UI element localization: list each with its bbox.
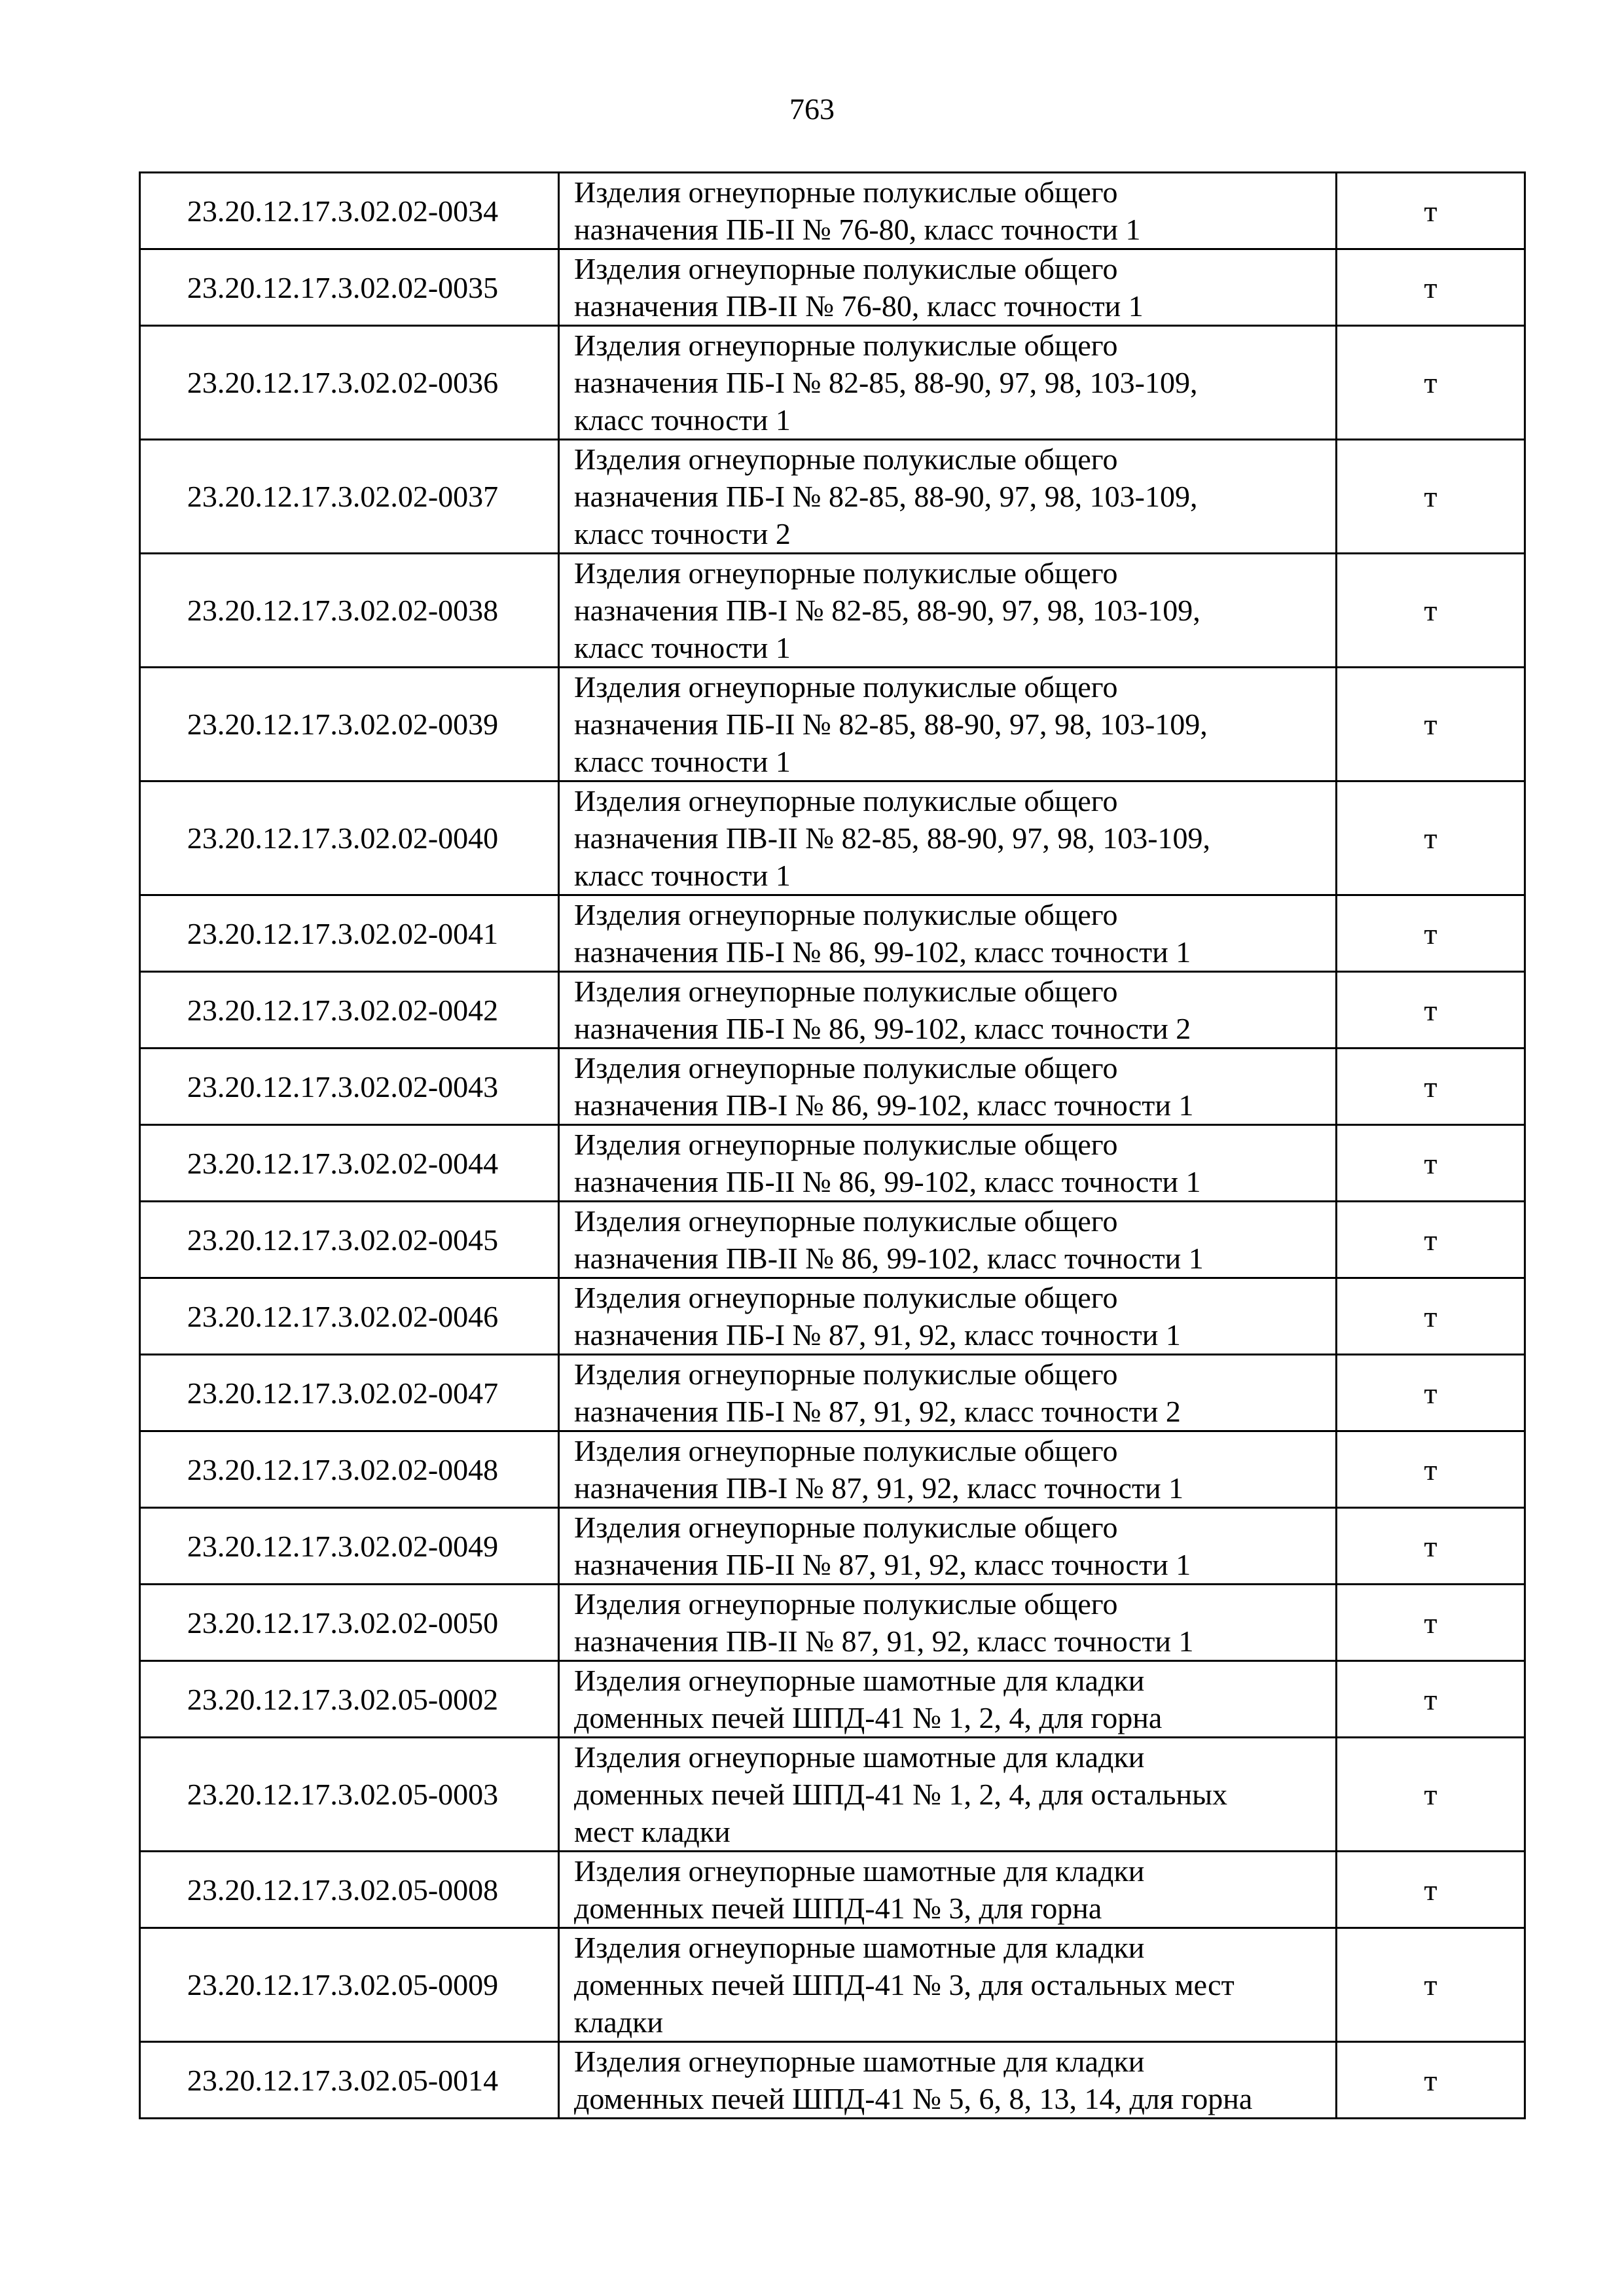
table-row	[140, 1202, 1525, 1278]
description-line: класс точности 1	[574, 859, 791, 892]
description-line: назначения ПБ-II № 82-85, 88-90, 97, 98, 103-109,	[574, 708, 1208, 741]
description-line: класс точности 1	[574, 403, 791, 437]
description-line: Изделия огнеупорные полукислые общего	[574, 329, 1118, 362]
resource-description	[559, 895, 1337, 972]
table-row	[140, 173, 1525, 249]
resource-table	[139, 171, 1526, 2119]
unit-of-measure: т	[1337, 1508, 1525, 1585]
description-line: Изделия огнеупорные полукислые общего	[574, 556, 1118, 590]
resource-code: 23.20.12.17.3.02.02-0046	[140, 1278, 559, 1355]
description-line: доменных печей ШПД-41 № 3, для горна	[574, 1892, 1102, 1925]
table-body	[140, 173, 1525, 2119]
unit-of-measure: т	[1337, 1202, 1525, 1278]
resource-description	[559, 1125, 1337, 1202]
table-row	[140, 1508, 1525, 1585]
unit-of-measure: т	[1337, 1852, 1525, 1928]
resource-code: 23.20.12.17.3.02.05-0002	[140, 1661, 559, 1738]
resource-code: 23.20.12.17.3.02.02-0035	[140, 249, 559, 326]
description-line: назначения ПБ-I № 82-85, 88-90, 97, 98, 103-109,	[574, 366, 1198, 399]
description-line: назначения ПБ-I № 87, 91, 92, класс точности 1	[574, 1318, 1181, 1352]
resource-description	[559, 1852, 1337, 1928]
table-row	[140, 1278, 1525, 1355]
unit-of-measure: т	[1337, 1049, 1525, 1125]
description-line: Изделия огнеупорные полукислые общего	[574, 898, 1118, 931]
description-line: назначения ПВ-II № 87, 91, 92, класс точности 1	[574, 1624, 1194, 1658]
description-line: назначения ПВ-I № 87, 91, 92, класс точности 1	[574, 1471, 1184, 1505]
table-row	[140, 1431, 1525, 1508]
table-row	[140, 1928, 1525, 2042]
resource-description	[559, 1585, 1337, 1661]
description-line: Изделия огнеупорные шамотные для кладки	[574, 1931, 1145, 1964]
table-row	[140, 1661, 1525, 1738]
resource-code: 23.20.12.17.3.02.02-0042	[140, 972, 559, 1049]
description-line: Изделия огнеупорные шамотные для кладки	[574, 1664, 1145, 1697]
resource-code: 23.20.12.17.3.02.02-0047	[140, 1355, 559, 1431]
description-line: назначения ПБ-I № 82-85, 88-90, 97, 98, 103-109,	[574, 480, 1198, 513]
description-line: назначения ПБ-II № 87, 91, 92, класс точности 1	[574, 1548, 1191, 1581]
description-line: класс точности 2	[574, 517, 791, 550]
table-row	[140, 1738, 1525, 1852]
unit-of-measure: т	[1337, 895, 1525, 972]
table-row	[140, 326, 1525, 440]
resource-code: 23.20.12.17.3.02.05-0009	[140, 1928, 559, 2042]
description-line: Изделия огнеупорные полукислые общего	[574, 975, 1118, 1008]
unit-of-measure: т	[1337, 1661, 1525, 1738]
description-line: Изделия огнеупорные полукислые общего	[574, 1204, 1118, 1238]
unit-of-measure: т	[1337, 1431, 1525, 1508]
resource-code: 23.20.12.17.3.02.02-0050	[140, 1585, 559, 1661]
resource-description	[559, 1355, 1337, 1431]
unit-of-measure: т	[1337, 554, 1525, 668]
description-line: доменных печей ШПД-41 № 1, 2, 4, для остальных	[574, 1778, 1227, 1811]
resource-description	[559, 326, 1337, 440]
description-line: Изделия огнеупорные полукислые общего	[574, 670, 1118, 704]
description-line: Изделия огнеупорные полукислые общего	[574, 252, 1118, 285]
resource-description	[559, 1431, 1337, 1508]
description-line: назначения ПВ-II № 76-80, класс точности 1	[574, 289, 1144, 323]
table-row	[140, 1355, 1525, 1431]
resource-code: 23.20.12.17.3.02.02-0044	[140, 1125, 559, 1202]
resource-code: 23.20.12.17.3.02.02-0036	[140, 326, 559, 440]
resource-code: 23.20.12.17.3.02.02-0038	[140, 554, 559, 668]
description-line: Изделия огнеупорные полукислые общего	[574, 175, 1118, 209]
resource-code: 23.20.12.17.3.02.02-0048	[140, 1431, 559, 1508]
resource-description	[559, 1508, 1337, 1585]
table-row	[140, 1049, 1525, 1125]
description-line: назначения ПВ-II № 82-85, 88-90, 97, 98, 103-109,	[574, 821, 1211, 855]
description-line: Изделия огнеупорные полукислые общего	[574, 1357, 1118, 1391]
resource-code: 23.20.12.17.3.02.02-0037	[140, 440, 559, 554]
table-row	[140, 895, 1525, 972]
table-row	[140, 1585, 1525, 1661]
table-row	[140, 554, 1525, 668]
description-line: Изделия огнеупорные полукислые общего	[574, 1051, 1118, 1085]
description-line: назначения ПВ-I № 82-85, 88-90, 97, 98, 103-109,	[574, 594, 1200, 627]
table-row	[140, 668, 1525, 781]
resource-description	[559, 1661, 1337, 1738]
unit-of-measure: т	[1337, 1928, 1525, 2042]
description-line: Изделия огнеупорные полукислые общего	[574, 1434, 1118, 1467]
resource-code: 23.20.12.17.3.02.05-0003	[140, 1738, 559, 1852]
description-line: назначения ПБ-I № 87, 91, 92, класс точности 2	[574, 1395, 1181, 1428]
resource-code: 23.20.12.17.3.02.02-0034	[140, 173, 559, 249]
unit-of-measure: т	[1337, 2042, 1525, 2119]
resource-code: 23.20.12.17.3.02.02-0045	[140, 1202, 559, 1278]
resource-code: 23.20.12.17.3.02.02-0039	[140, 668, 559, 781]
unit-of-measure: т	[1337, 249, 1525, 326]
resource-description	[559, 173, 1337, 249]
table-row	[140, 440, 1525, 554]
description-line: доменных печей ШПД-41 № 3, для остальных мест	[574, 1968, 1235, 2001]
description-line: кладки	[574, 2005, 664, 2039]
description-line: класс точности 1	[574, 745, 791, 778]
resource-description	[559, 1928, 1337, 2042]
resource-code: 23.20.12.17.3.02.02-0049	[140, 1508, 559, 1585]
resource-description	[559, 1738, 1337, 1852]
resource-description	[559, 972, 1337, 1049]
unit-of-measure: т	[1337, 326, 1525, 440]
resource-code: 23.20.12.17.3.02.05-0008	[140, 1852, 559, 1928]
table-row	[140, 2042, 1525, 2119]
resource-code: 23.20.12.17.3.02.02-0043	[140, 1049, 559, 1125]
resource-description	[559, 668, 1337, 781]
description-line: Изделия огнеупорные полукислые общего	[574, 784, 1118, 817]
description-line: назначения ПБ-I № 86, 99-102, класс точности 1	[574, 935, 1191, 969]
unit-of-measure: т	[1337, 1125, 1525, 1202]
resource-code: 23.20.12.17.3.02.02-0041	[140, 895, 559, 972]
resource-description	[559, 2042, 1337, 2119]
unit-of-measure: т	[1337, 1585, 1525, 1661]
unit-of-measure: т	[1337, 972, 1525, 1049]
description-line: доменных печей ШПД-41 № 1, 2, 4, для горна	[574, 1701, 1163, 1734]
resource-description	[559, 554, 1337, 668]
description-line: класс точности 1	[574, 631, 791, 664]
resource-description	[559, 1278, 1337, 1355]
description-line: Изделия огнеупорные шамотные для кладки	[574, 1854, 1145, 1888]
unit-of-measure: т	[1337, 1738, 1525, 1852]
table-row	[140, 972, 1525, 1049]
unit-of-measure: т	[1337, 1355, 1525, 1431]
page-number: 763	[789, 92, 835, 126]
description-line: доменных печей ШПД-41 № 5, 6, 8, 13, 14, для горна	[574, 2082, 1253, 2115]
description-line: назначения ПВ-II № 86, 99-102, класс точности 1	[574, 1242, 1204, 1275]
description-line: Изделия огнеупорные полукислые общего	[574, 1128, 1118, 1161]
description-line: назначения ПБ-I № 86, 99-102, класс точности 2	[574, 1012, 1191, 1045]
resource-description	[559, 781, 1337, 895]
description-line: Изделия огнеупорные полукислые общего	[574, 1511, 1118, 1544]
description-line: мест кладки	[574, 1815, 731, 1848]
table-row	[140, 781, 1525, 895]
description-line: назначения ПБ-II № 76-80, класс точности 1	[574, 213, 1141, 246]
table-row	[140, 1125, 1525, 1202]
resource-description	[559, 1202, 1337, 1278]
unit-of-measure: т	[1337, 668, 1525, 781]
description-line: Изделия огнеупорные полукислые общего	[574, 1281, 1118, 1314]
description-line: назначения ПБ-II № 86, 99-102, класс точности 1	[574, 1165, 1201, 1198]
resource-code: 23.20.12.17.3.02.02-0040	[140, 781, 559, 895]
description-line: Изделия огнеупорные полукислые общего	[574, 442, 1118, 476]
description-line: Изделия огнеупорные шамотные для кладки	[574, 1740, 1145, 1774]
table-row	[140, 249, 1525, 326]
unit-of-measure: т	[1337, 781, 1525, 895]
resource-description	[559, 440, 1337, 554]
description-line: назначения ПВ-I № 86, 99-102, класс точности 1	[574, 1088, 1194, 1122]
resource-code: 23.20.12.17.3.02.05-0014	[140, 2042, 559, 2119]
table-row	[140, 1852, 1525, 1928]
description-line: Изделия огнеупорные шамотные для кладки	[574, 2045, 1145, 2078]
resource-description	[559, 1049, 1337, 1125]
unit-of-measure: т	[1337, 173, 1525, 249]
description-line: Изделия огнеупорные полукислые общего	[574, 1587, 1118, 1621]
unit-of-measure: т	[1337, 440, 1525, 554]
unit-of-measure: т	[1337, 1278, 1525, 1355]
resource-description	[559, 249, 1337, 326]
